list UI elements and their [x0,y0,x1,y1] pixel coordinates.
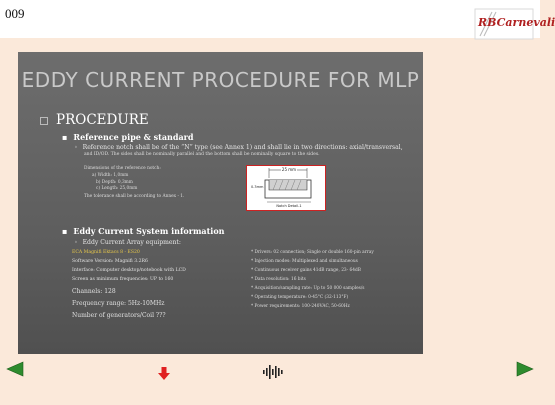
square-bullet-icon [40,117,48,125]
ref-notch-text: ◦ Reference notch shall be of the “N” type (see Annex 1) and shall lie in two directions: axial/transversal, [74,144,419,152]
equipment-item: Software Version: Magnifi 3.2R6 [72,259,148,264]
equipment-item: Channels: 128 [72,288,116,295]
equipment-item: Number of generators/Coil ??? [72,312,166,319]
section-heading [40,112,149,128]
spec-item: * Drivers: 02 connection; Single or double 160-pin array [251,250,374,255]
notch-diagram-drawing [247,166,325,210]
ref-notch-text-2: and ID/OD. The sides shall be nominally parallel and the bottom shall be nominally square to the sides. [84,152,320,157]
equipment-item: ECA Magnifi Ektacs 8 - ES20 [72,250,140,255]
ec-system-heading: ▪ Eddy Current System information [62,226,225,236]
logo [474,8,555,40]
diagram-caption: Notch Detail-1 [276,204,302,208]
equipment-item: Screen as minimum frequencies: UP to 160 [72,277,174,282]
notch-diagram [246,165,326,211]
spec-item: * Operating temperature: 0-45°C (32-113°F) [251,295,349,300]
tolerance-text: The tolerance shall be according to Annex - 1. [84,194,185,199]
next-slide-button[interactable] [516,360,534,378]
down-arrow-button[interactable] [158,366,170,380]
spec-item: * Injection modes: Multiplexed and simultaneous [251,259,358,264]
ref-pipe-heading: ▪ Reference pipe & standard [62,132,193,142]
audio-waveform-icon [262,364,286,380]
spec-item: * Data resolution: 16 bits [251,277,306,282]
spec-item: * Continuous receiver gains 41dB range, 23- 64dB [251,268,361,273]
bottom-bar [0,384,540,405]
diagram-side-label: 0.3mm [251,185,264,189]
diagram-dim-label: 25 mm [281,167,297,172]
logo-text: RBCarnevali [478,16,555,29]
previous-slide-button[interactable] [6,360,24,378]
down-arrow-icon [158,367,170,381]
audio-button[interactable] [262,364,286,380]
ec-array-text: ◦ Eddy Current Array equipment: [74,239,181,247]
slide-number: 009 [5,6,25,21]
dimensions-label: Dimensions of the reference notch: [84,166,161,171]
slide-title: EDDY CURRENT PROCEDURE FOR MLP [21,68,420,92]
spec-item: * Power requirements: 100-240VAC, 50-60Hz [251,304,350,309]
dimension-depth: b) Depth: 0,3mm [96,180,133,185]
dimension-length: c) Length: 25,0mm [96,186,138,191]
equipment-item: Frequency range: 5Hz-10MHz [72,300,165,307]
right-arrow-icon [516,360,534,378]
spec-item: * Acquisition/sampling rate: Up to 50 000 samples/s [251,286,365,291]
equipment-item: Interface: Computer desktop/notebook with LCD [72,268,186,273]
section-heading-text: PROCEDURE [56,112,149,128]
top-bar [0,0,555,38]
dimension-width: a) Width: 1,0mm [92,173,129,178]
presentation-slide [18,52,423,354]
left-arrow-icon [6,360,24,378]
